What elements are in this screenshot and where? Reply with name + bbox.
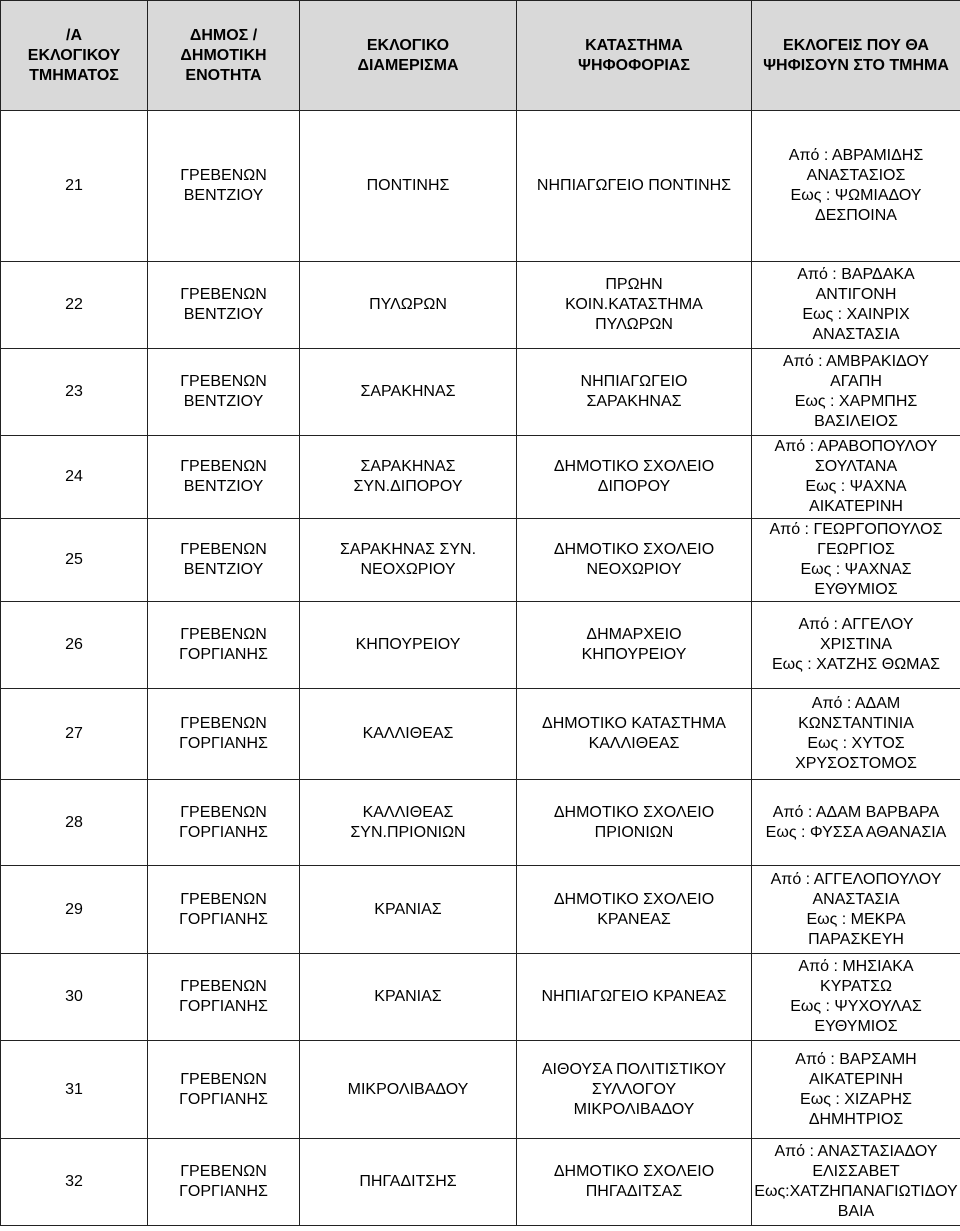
table-row [1,519,960,602]
section-number: 22 [1,262,148,349]
district-cell: ΣΑΡΑΚΗΝΑΣ ΣΥΝ.ΔΙΠΟΡΟΥ [300,436,517,519]
header-polling-station: ΚΑΤΑΣΤΗΜΑ ΨΗΦΟΦΟΡΙΑΣ [517,1,752,111]
district-cell: ΠΗΓΑΔΙΤΣΗΣ [300,1139,517,1226]
section-number: 23 [1,349,148,436]
voters-cell: Από : ΑΡΑΒΟΠΟΥΛΟΥ ΣΟΥΛΤΑΝΑ Εως : ΨΑΧΝΑ ΑΙΚΑΤΕΡΙΝΗ [752,436,960,519]
station-cell: ΔΗΜΑΡΧΕΙΟ ΚΗΠΟΥΡΕΙΟΥ [517,602,752,689]
voters-cell: Από : ΑΓΓΕΛΟΠΟΥΛΟΥ ΑΝΑΣΤΑΣΙΑ Εως : ΜΕΚΡΑ ΠΑΡΑΣΚΕΥΗ [752,866,960,954]
table-row [1,954,960,1041]
section-number: 26 [1,602,148,689]
district-cell: ΣΑΡΑΚΗΝΑΣ ΣΥΝ. ΝΕΟΧΩΡΙΟΥ [300,519,517,602]
voters-cell: Από : ΑΜΒΡΑΚΙΔΟΥ ΑΓΑΠΗ Εως : ΧΑΡΜΠΗΣ ΒΑΣΙΛΕΙΟΣ [752,349,960,436]
table-row [1,780,960,866]
table-row [1,436,960,519]
section-number: 31 [1,1041,148,1139]
station-cell: ΑΙΘΟΥΣΑ ΠΟΛΙΤΙΣΤΙΚΟΥ ΣΥΛΛΟΓΟΥ ΜΙΚΡΟΛΙΒΑΔΟΥ [517,1041,752,1139]
municipality-cell: ΓΡΕΒΕΝΩΝ ΓΟΡΓΙΑΝΗΣ [148,866,300,954]
district-cell: ΜΙΚΡΟΛΙΒΑΔΟΥ [300,1041,517,1139]
voters-cell: Από : ΑΓΓΕΛΟΥ ΧΡΙΣΤΙΝΑ Εως : ΧΑΤΖΗΣ ΘΩΜΑΣ [752,602,960,689]
section-number: 27 [1,689,148,780]
municipality-cell: ΓΡΕΒΕΝΩΝ ΒΕΝΤΖΙΟΥ [148,262,300,349]
section-number: 28 [1,780,148,866]
header-voters: ΕΚΛΟΓΕΙΣ ΠΟΥ ΘΑ ΨΗΦΙΣΟΥΝ ΣΤΟ ΤΜΗΜΑ [752,1,960,111]
station-cell: ΝΗΠΙΑΓΩΓΕΙΟ ΣΑΡΑΚΗΝΑΣ [517,349,752,436]
voters-cell: Από : ΑΝΑΣΤΑΣΙΑΔΟΥ ΕΛΙΣΣΑΒΕΤ Εως:ΧΑΤΖΗΠΑΝΑΓΙΩΤΙΔΟΥ ΒΑΙΑ [752,1139,960,1226]
district-cell: ΚΡΑΝΙΑΣ [300,954,517,1041]
table-row [1,602,960,689]
voters-cell: Από : ΑΔΑΜ ΚΩΝΣΤΑΝΤΙΝΙΑ Εως : ΧΥΤΟΣ ΧΡΥΣΟΣΤΟΜΟΣ [752,689,960,780]
section-number: 25 [1,519,148,602]
voters-cell: Από : ΑΔΑΜ ΒΑΡΒΑΡΑ Εως : ΦΥΣΣΑ ΑΘΑΝΑΣΙΑ [752,780,960,866]
section-number: 21 [1,111,148,262]
station-cell: ΔΗΜΟΤΙΚΟ ΣΧΟΛΕΙΟ ΔΙΠΟΡΟΥ [517,436,752,519]
district-cell: ΚΑΛΛΙΘΕΑΣ ΣΥΝ.ΠΡΙΟΝΙΩΝ [300,780,517,866]
station-cell: ΔΗΜΟΤΙΚΟ ΣΧΟΛΕΙΟ ΚΡΑΝΕΑΣ [517,866,752,954]
table-row [1,689,960,780]
table-row [1,1041,960,1139]
municipality-cell: ΓΡΕΒΕΝΩΝ ΓΟΡΓΙΑΝΗΣ [148,689,300,780]
table-row [1,866,960,954]
district-cell: ΣΑΡΑΚΗΝΑΣ [300,349,517,436]
district-cell: ΚΑΛΛΙΘΕΑΣ [300,689,517,780]
table-row [1,111,960,262]
station-cell: ΔΗΜΟΤΙΚΟ ΚΑΤΑΣΤΗΜΑ ΚΑΛΛΙΘΕΑΣ [517,689,752,780]
municipality-cell: ΓΡΕΒΕΝΩΝ ΒΕΝΤΖΙΟΥ [148,519,300,602]
station-cell: ΔΗΜΟΤΙΚΟ ΣΧΟΛΕΙΟ ΠΡΙΟΝΙΩΝ [517,780,752,866]
table-row [1,1139,960,1226]
section-number: 24 [1,436,148,519]
station-cell: ΠΡΩΗΝ ΚΟΙΝ.ΚΑΤΑΣΤΗΜΑ ΠΥΛΩΡΩΝ [517,262,752,349]
station-cell: ΝΗΠΙΑΓΩΓΕΙΟ ΚΡΑΝΕΑΣ [517,954,752,1041]
header-municipality: ΔΗΜΟΣ / ΔΗΜΟΤΙΚΗ ΕΝΟΤΗΤΑ [148,1,300,111]
municipality-cell: ΓΡΕΒΕΝΩΝ ΒΕΝΤΖΙΟΥ [148,436,300,519]
municipality-cell: ΓΡΕΒΕΝΩΝ ΓΟΡΓΙΑΝΗΣ [148,1041,300,1139]
district-cell: ΠΟΝΤΙΝΗΣ [300,111,517,262]
section-number: 30 [1,954,148,1041]
table-row [1,349,960,436]
district-cell: ΚΡΑΝΙΑΣ [300,866,517,954]
municipality-cell: ΓΡΕΒΕΝΩΝ ΓΟΡΓΙΑΝΗΣ [148,780,300,866]
section-number: 32 [1,1139,148,1226]
municipality-cell: ΓΡΕΒΕΝΩΝ ΒΕΝΤΖΙΟΥ [148,349,300,436]
voters-cell: Από : ΓΕΩΡΓΟΠΟΥΛΟΣ ΓΕΩΡΓΙΟΣ Εως : ΨΑΧΝΑΣ ΕΥΘΥΜΙΟΣ [752,519,960,602]
header-electoral-district: ΕΚΛΟΓΙΚΟ ΔΙΑΜΕΡΙΣΜΑ [300,1,517,111]
table-row [1,262,960,349]
station-cell: ΔΗΜΟΤΙΚΟ ΣΧΟΛΕΙΟ ΝΕΟΧΩΡΙΟΥ [517,519,752,602]
municipality-cell: ΓΡΕΒΕΝΩΝ ΓΟΡΓΙΑΝΗΣ [148,602,300,689]
municipality-cell: ΓΡΕΒΕΝΩΝ ΓΟΡΓΙΑΝΗΣ [148,954,300,1041]
header-section-number: /Α ΕΚΛΟΓΙΚΟΥ ΤΜΗΜΑΤΟΣ [1,1,148,111]
section-number: 29 [1,866,148,954]
municipality-cell: ΓΡΕΒΕΝΩΝ ΓΟΡΓΙΑΝΗΣ [148,1139,300,1226]
station-cell: ΝΗΠΙΑΓΩΓΕΙΟ ΠΟΝΤΙΝΗΣ [517,111,752,262]
table-header-row [1,1,960,111]
voters-cell: Από : ΑΒΡΑΜΙΔΗΣ ΑΝΑΣΤΑΣΙΟΣ Εως : ΨΩΜΙΑΔΟΥ ΔΕΣΠΟΙΝΑ [752,111,960,262]
district-cell: ΚΗΠΟΥΡΕΙΟΥ [300,602,517,689]
municipality-cell: ΓΡΕΒΕΝΩΝ ΒΕΝΤΖΙΟΥ [148,111,300,262]
voters-cell: Από : ΒΑΡΔΑΚΑ ΑΝΤΙΓΟΝΗ Εως : ΧΑΙΝΡΙΧ ΑΝΑΣΤΑΣΙΑ [752,262,960,349]
voters-cell: Από : ΜΗΣΙΑΚΑ ΚΥΡΑΤΣΩ Εως : ΨΥΧΟΥΛΑΣ ΕΥΘΥΜΙΟΣ [752,954,960,1041]
district-cell: ΠΥΛΩΡΩΝ [300,262,517,349]
voters-cell: Από : ΒΑΡΣΑΜΗ ΑΙΚΑΤΕΡΙΝΗ Εως : ΧΙΖΑΡΗΣ ΔΗΜΗΤΡΙΟΣ [752,1041,960,1139]
station-cell: ΔΗΜΟΤΙΚΟ ΣΧΟΛΕΙΟ ΠΗΓΑΔΙΤΣΑΣ [517,1139,752,1226]
